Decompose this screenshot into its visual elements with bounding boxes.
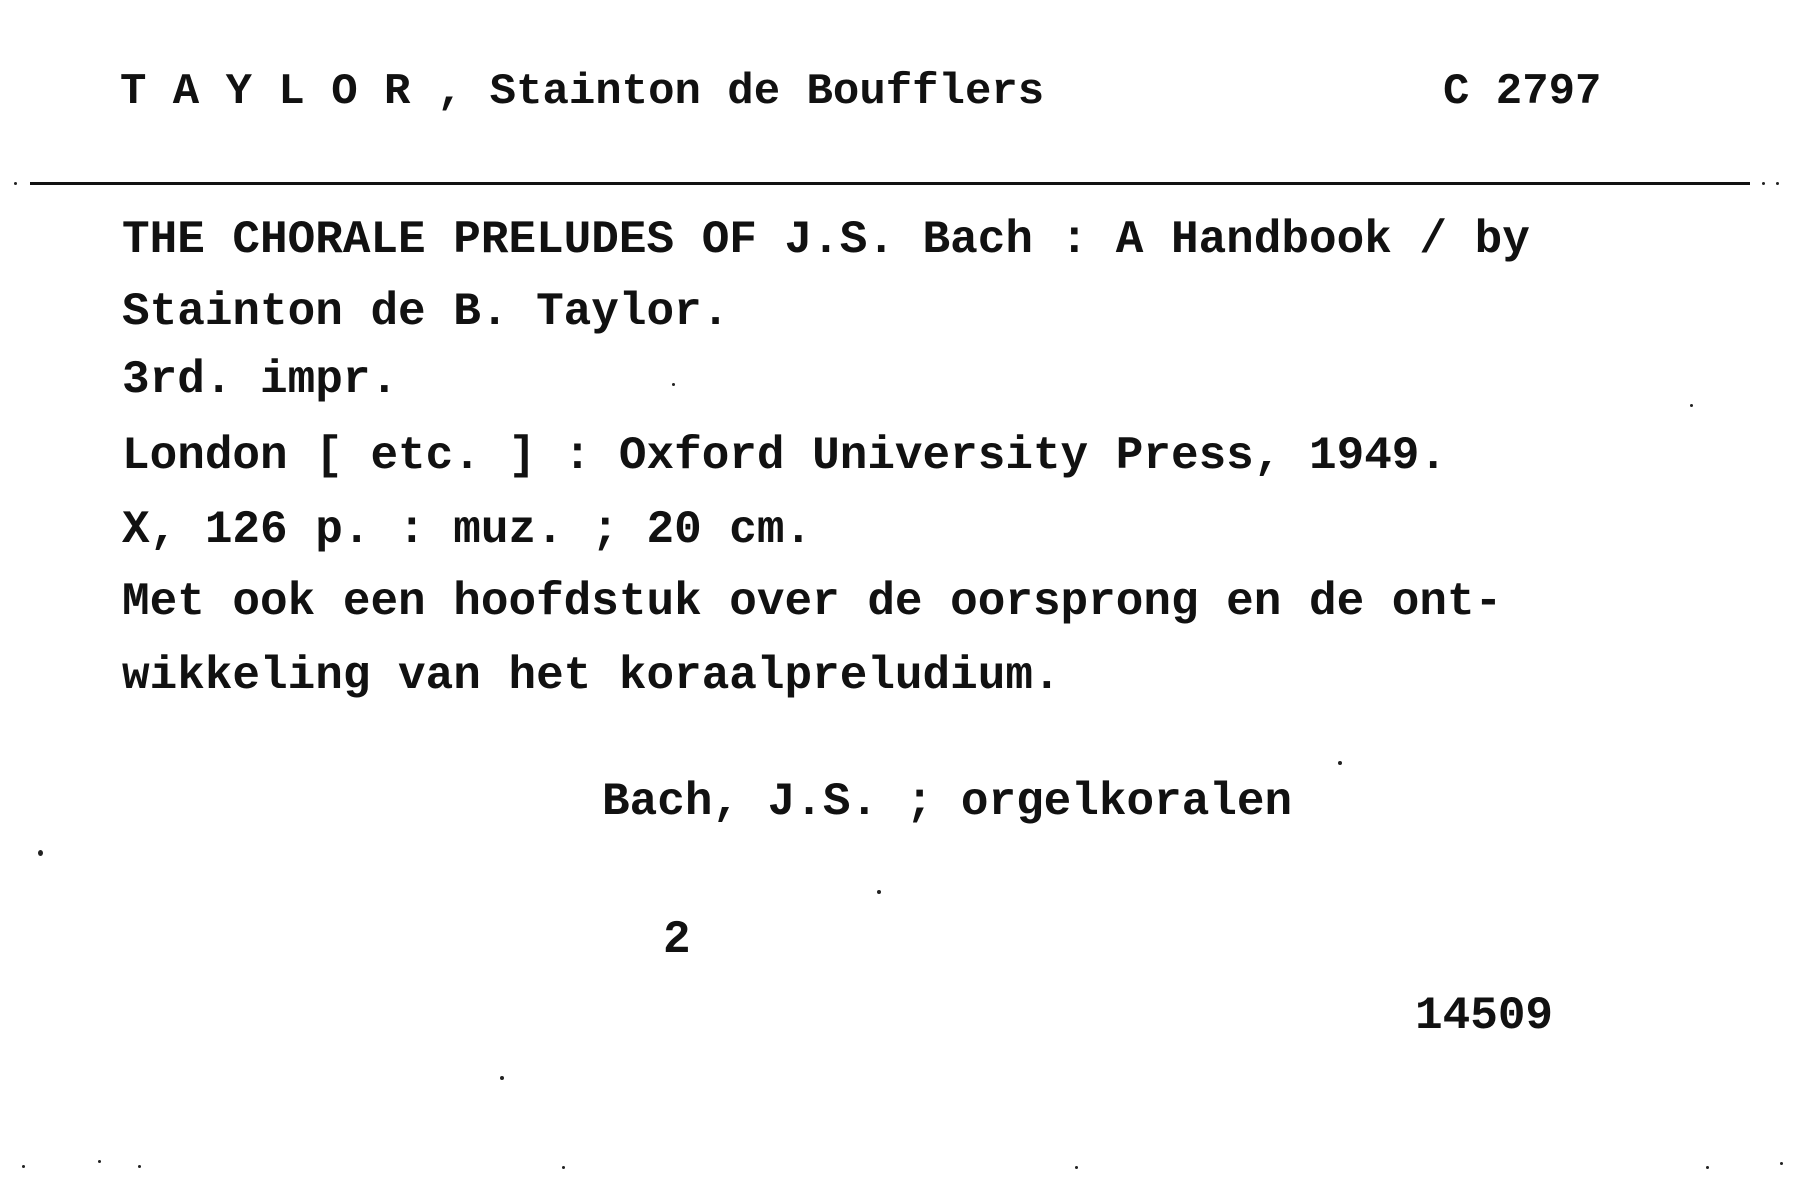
imprint-line: London [ etc. ] : Oxford University Press, 1949. <box>122 430 1448 482</box>
scan-speck <box>672 383 675 386</box>
scan-speck <box>1780 1162 1783 1165</box>
scan-speck <box>1075 1166 1078 1169</box>
collation-line: X, 126 p. : muz. ; 20 cm. <box>122 504 813 556</box>
responsibility-line: Stainton de B. Taylor. <box>122 286 730 338</box>
edition-line: 3rd. impr. <box>122 354 399 406</box>
rule-speck <box>14 182 17 185</box>
rule-speck <box>1762 182 1765 185</box>
scan-speck <box>562 1166 565 1169</box>
accession-number: 14509 <box>1415 990 1554 1042</box>
title-line: THE CHORALE PRELUDES OF J.S. Bach : A Handbook / by <box>122 214 1530 266</box>
rule-speck <box>1776 182 1779 185</box>
scan-speck <box>138 1165 141 1168</box>
note-line-2: wikkeling van het koraalpreludium. <box>122 650 1061 702</box>
scan-speck <box>500 1076 504 1080</box>
author-heading: T A Y L O R , Stainton de Boufflers <box>120 67 1045 117</box>
copy-number: 2 <box>663 914 691 966</box>
scan-speck <box>38 850 43 856</box>
heading-rule <box>30 182 1750 185</box>
subject-heading: Bach, J.S. ; orgelkoralen <box>602 776 1293 828</box>
call-number: C 2797 <box>1443 67 1602 117</box>
note-line-1: Met ook een hoofdstuk over de oorsprong en de ont- <box>122 576 1503 628</box>
scan-speck <box>877 890 881 894</box>
scan-speck <box>22 1165 25 1168</box>
scan-speck <box>98 1160 101 1163</box>
scan-speck <box>1690 404 1693 407</box>
scan-speck <box>1706 1166 1709 1169</box>
scan-speck <box>1338 761 1342 765</box>
